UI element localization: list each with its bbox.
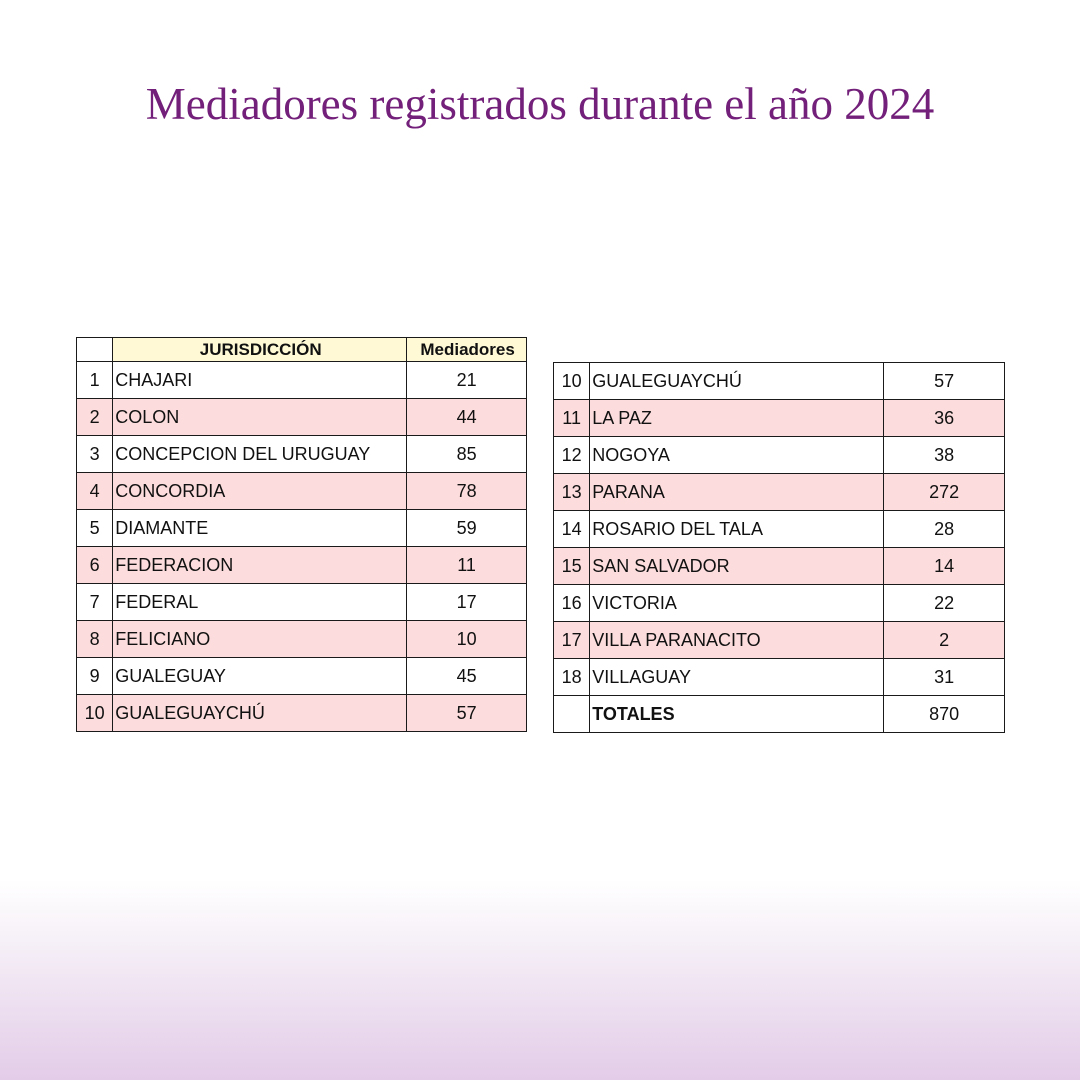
jurisdiction-name: VICTORIA [590, 585, 884, 622]
row-number: 17 [554, 622, 590, 659]
table-row [554, 659, 1005, 696]
table-row [554, 437, 1005, 474]
jurisdiction-name: LA PAZ [590, 400, 884, 437]
header-number-cell [77, 338, 113, 362]
jurisdiction-name: CHAJARI [113, 362, 407, 399]
table-row [554, 622, 1005, 659]
jurisdiction-name: NOGOYA [590, 437, 884, 474]
totals-number-cell [554, 696, 590, 733]
mediator-count: 59 [407, 510, 527, 547]
mediator-count: 38 [884, 437, 1005, 474]
mediator-count: 78 [407, 473, 527, 510]
row-number: 3 [77, 436, 113, 473]
mediator-count: 36 [884, 400, 1005, 437]
row-number: 13 [554, 474, 590, 511]
table-row [77, 362, 527, 399]
mediator-count: 22 [884, 585, 1005, 622]
table-row [554, 400, 1005, 437]
row-number: 10 [77, 695, 113, 732]
row-number: 4 [77, 473, 113, 510]
jurisdiction-name: CONCORDIA [113, 473, 407, 510]
table-row [77, 399, 527, 436]
row-number: 7 [77, 584, 113, 621]
jurisdiction-name: DIAMANTE [113, 510, 407, 547]
table-header-row [77, 338, 527, 362]
jurisdiction-name: COLON [113, 399, 407, 436]
table-row [554, 363, 1005, 400]
table-row [554, 548, 1005, 585]
table-row [77, 621, 527, 658]
jurisdiction-name: FELICIANO [113, 621, 407, 658]
mediators-table-left [76, 337, 527, 732]
table-row [77, 436, 527, 473]
row-number: 8 [77, 621, 113, 658]
row-number: 14 [554, 511, 590, 548]
totals-label: TOTALES [590, 696, 884, 733]
row-number: 18 [554, 659, 590, 696]
header-mediators: Mediadores [407, 338, 527, 362]
table-row [554, 474, 1005, 511]
table-row [77, 658, 527, 695]
mediator-count: 31 [884, 659, 1005, 696]
jurisdiction-name: FEDERACION [113, 547, 407, 584]
mediator-count: 2 [884, 622, 1005, 659]
jurisdiction-name: GUALEGUAYCHÚ [590, 363, 884, 400]
table-row [77, 510, 527, 547]
jurisdiction-name: GUALEGUAYCHÚ [113, 695, 407, 732]
mediator-count: 11 [407, 547, 527, 584]
mediator-count: 85 [407, 436, 527, 473]
totals-row [554, 696, 1005, 733]
mediator-count: 14 [884, 548, 1005, 585]
table-row [554, 511, 1005, 548]
jurisdiction-name: FEDERAL [113, 584, 407, 621]
jurisdiction-name: ROSARIO DEL TALA [590, 511, 884, 548]
row-number: 11 [554, 400, 590, 437]
row-number: 12 [554, 437, 590, 474]
jurisdiction-name: PARANA [590, 474, 884, 511]
table-row [554, 585, 1005, 622]
mediator-count: 272 [884, 474, 1005, 511]
mediator-count: 10 [407, 621, 527, 658]
jurisdiction-name: VILLAGUAY [590, 659, 884, 696]
table-row [77, 547, 527, 584]
table-row [77, 695, 527, 732]
row-number: 16 [554, 585, 590, 622]
mediators-table-right [553, 362, 1005, 733]
mediator-count: 57 [407, 695, 527, 732]
row-number: 15 [554, 548, 590, 585]
row-number: 1 [77, 362, 113, 399]
jurisdiction-name: CONCEPCION DEL URUGUAY [113, 436, 407, 473]
mediator-count: 44 [407, 399, 527, 436]
mediator-count: 45 [407, 658, 527, 695]
row-number: 6 [77, 547, 113, 584]
jurisdiction-name: VILLA PARANACITO [590, 622, 884, 659]
mediator-count: 17 [407, 584, 527, 621]
header-jurisdiction: JURISDICCIÓN [113, 338, 407, 362]
row-number: 9 [77, 658, 113, 695]
page-title: Mediadores registrados durante el año 2024 [145, 79, 935, 129]
table-row [77, 473, 527, 510]
mediator-count: 57 [884, 363, 1005, 400]
mediator-count: 28 [884, 511, 1005, 548]
mediator-count: 21 [407, 362, 527, 399]
jurisdiction-name: SAN SALVADOR [590, 548, 884, 585]
table-row [77, 584, 527, 621]
jurisdiction-name: GUALEGUAY [113, 658, 407, 695]
row-number: 2 [77, 399, 113, 436]
row-number: 5 [77, 510, 113, 547]
totals-value: 870 [884, 696, 1005, 733]
row-number: 10 [554, 363, 590, 400]
